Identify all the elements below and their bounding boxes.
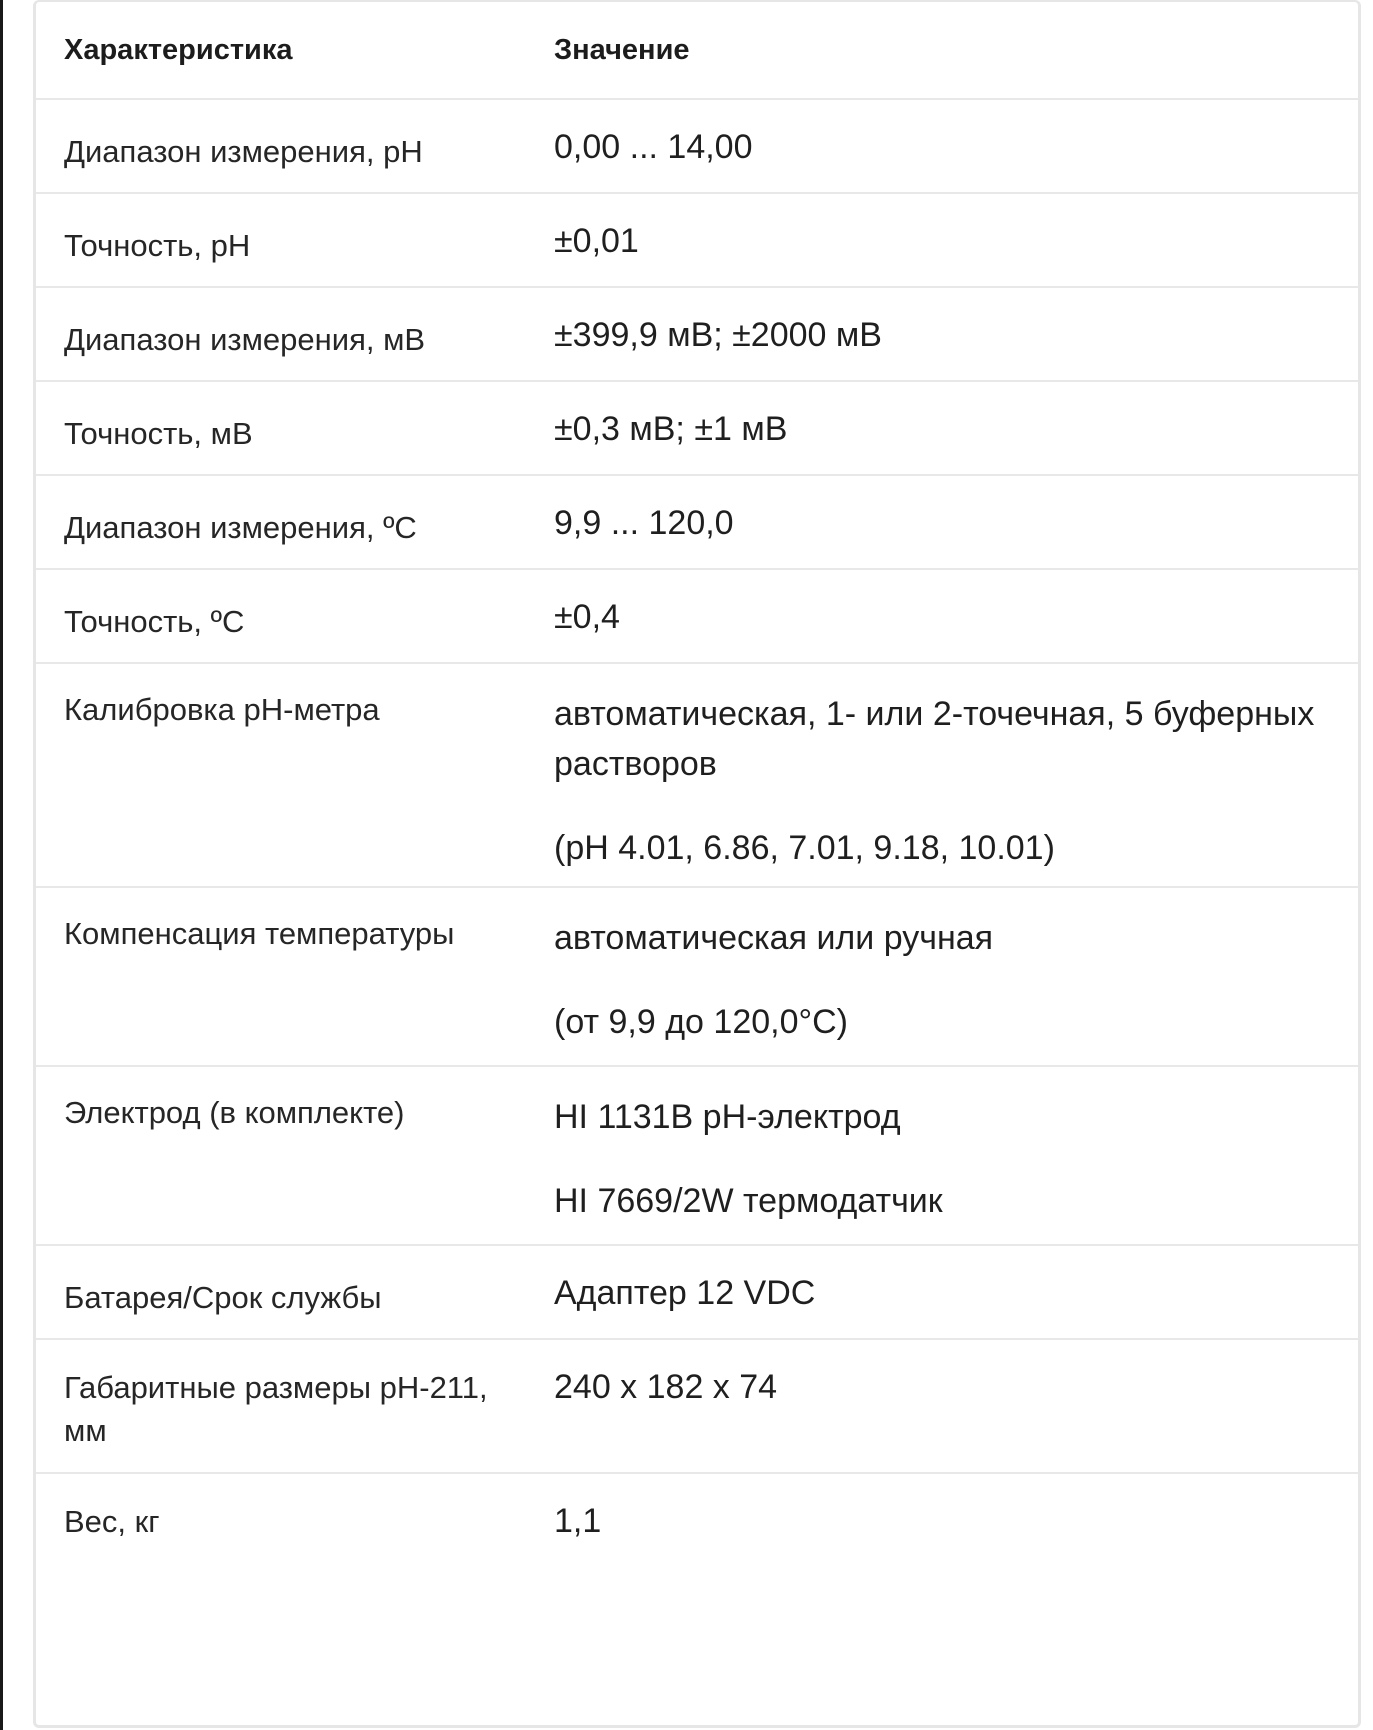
- table-row: [36, 1066, 1358, 1245]
- specs-table: [36, 2, 1358, 1568]
- spec-name-cell: [36, 193, 526, 287]
- header-characteristic: Характеристика: [36, 2, 526, 99]
- spec-value: ±399,9 мВ; ±2000 мВ: [554, 316, 882, 354]
- spec-value: 9,9 ... 120,0: [554, 504, 734, 542]
- spec-value: ±0,3 мВ; ±1 мВ: [554, 410, 788, 448]
- header-value: Значение: [526, 2, 1358, 99]
- spec-name-cell: [36, 887, 526, 1066]
- spec-name: Точность, pH: [64, 228, 251, 263]
- table-row: [36, 193, 1358, 287]
- spec-name-cell: [36, 663, 526, 887]
- spec-name-cell: [36, 475, 526, 569]
- page-left-edge: [0, 0, 3, 1730]
- spec-value: (от 9,9 до 120,0°С): [554, 1003, 848, 1041]
- spec-name: Габаритные размеры pH-211, мм: [64, 1370, 488, 1448]
- table-row: [36, 1245, 1358, 1339]
- spec-value-cell: [526, 1066, 1358, 1245]
- table-row: [36, 475, 1358, 569]
- spec-value: 0,00 ... 14,00: [554, 128, 753, 166]
- spec-name: Диапазон измерения, мВ: [64, 322, 426, 357]
- table-row: [36, 287, 1358, 381]
- spec-value-cell: [526, 287, 1358, 381]
- spec-value-cell: [526, 887, 1358, 1066]
- spec-value: автоматическая или ручная: [554, 919, 994, 957]
- spec-value-cell: [526, 193, 1358, 287]
- spec-value-cell: [526, 1473, 1358, 1568]
- spec-value-cell: [526, 663, 1358, 887]
- spec-name-cell: [36, 569, 526, 663]
- spec-name: Диапазон измерения, pH: [64, 134, 423, 169]
- spec-value: HI 7669/2W термодатчик: [554, 1182, 943, 1220]
- specs-table-container: [33, 0, 1361, 1728]
- spec-value-cell: [526, 381, 1358, 475]
- table-row: [36, 1473, 1358, 1568]
- spec-name-cell: [36, 1245, 526, 1339]
- spec-value-cell: [526, 569, 1358, 663]
- table-row: [36, 1339, 1358, 1473]
- spec-name: Точность, ºС: [64, 604, 245, 639]
- spec-value: 1,1: [554, 1502, 602, 1540]
- table-row: [36, 663, 1358, 887]
- spec-value: Адаптер 12 VDC: [554, 1274, 816, 1312]
- spec-name: Вес, кг: [64, 1504, 160, 1539]
- spec-name-cell: [36, 1066, 526, 1245]
- spec-name: Точность, мВ: [64, 416, 253, 451]
- spec-value: автоматическая, 1- или 2-точечная, 5 буферных растворов: [554, 695, 1315, 783]
- spec-name: Калибровка pH-метра: [64, 692, 380, 727]
- spec-name: Батарея/Срок службы: [64, 1280, 382, 1315]
- spec-name: Электрод (в комплекте): [64, 1095, 405, 1130]
- spec-name-cell: [36, 1473, 526, 1568]
- spec-value-cell: [526, 475, 1358, 569]
- spec-name-cell: [36, 1339, 526, 1473]
- spec-value: HI 1131B pH-электрод: [554, 1098, 901, 1136]
- table-header-row: [36, 2, 1358, 99]
- spec-name: Диапазон измерения, ºС: [64, 510, 417, 545]
- spec-value-cell: [526, 99, 1358, 193]
- table-row: [36, 569, 1358, 663]
- spec-name: Компенсация температуры: [64, 916, 455, 951]
- table-row: [36, 887, 1358, 1066]
- spec-value: (pH 4.01, 6.86, 7.01, 9.18, 10.01): [554, 829, 1055, 867]
- spec-value-cell: [526, 1339, 1358, 1473]
- table-row: [36, 99, 1358, 193]
- spec-value: ±0,01: [554, 222, 639, 260]
- table-body: [36, 99, 1358, 1568]
- spec-name-cell: [36, 99, 526, 193]
- spec-name-cell: [36, 287, 526, 381]
- spec-value: 240 x 182 x 74: [554, 1368, 778, 1406]
- table-row: [36, 381, 1358, 475]
- spec-value: ±0,4: [554, 598, 620, 636]
- spec-value-cell: [526, 1245, 1358, 1339]
- spec-name-cell: [36, 381, 526, 475]
